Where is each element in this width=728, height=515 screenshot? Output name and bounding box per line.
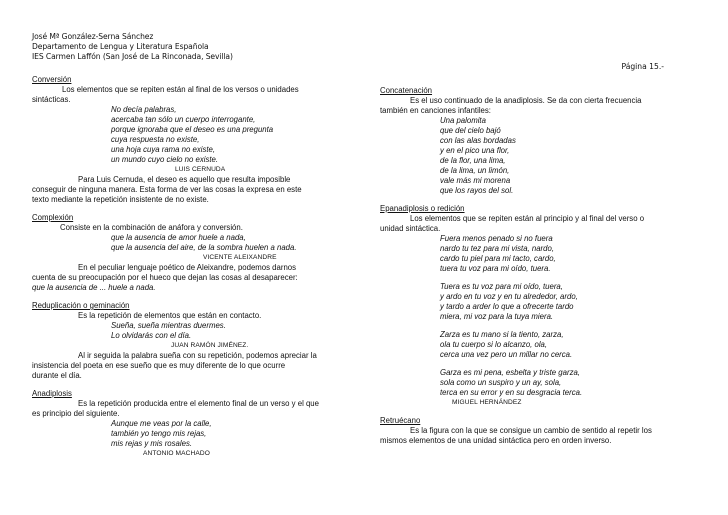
poem-line: que los rayos del sol. [440,186,514,195]
poem-author: ANTONIO MACHADO [143,450,210,457]
poem-line: terca en su error y en su desgracia terca. [440,388,583,397]
poem-line: tuera tu voz para mi oído, tuera. [440,264,551,273]
poem-line: un mundo cuyo cielo no existe. [111,155,219,164]
anadiplosis-poem [32,419,350,459]
poem-line: que la ausencia de amor huele a nada, [111,233,246,242]
reduplicacion-comment: durante el día. [32,371,82,380]
poem-line: vale más mi morena [440,176,511,185]
poem-line: y ardo en tu voz y en tu alrededor, ardo, [440,292,578,301]
anadiplosis-intro-cont: es principio del siguiente. [32,409,120,418]
complexion-comment: En el peculiar lenguaje poético de Aleixandre, podemos darnos [78,263,297,272]
page-number: Página 15.- [621,62,664,71]
poem-line: cuya respuesta no existe, [111,135,200,144]
epanadiplosis-intro: Los elementos que se repiten están al principio y al final del verso o [410,214,645,223]
epanadiplosis-intro-cont: unidad sintáctica. [380,224,441,233]
poem-line: porque ignoraba que el deseo es una pregunta [111,125,274,134]
section-title-retruecano: Retruécano [380,416,421,425]
poem-line: Aunque me veas por la calle, [111,419,212,428]
poem-author: LUIS CERNUDA [175,166,226,173]
poem-line: acercaba tan sólo un cuerpo interrogante, [111,115,256,124]
poem-line: Fuera menos penado si no fuera [440,234,553,243]
poem-line: que del cielo bajó [440,126,501,135]
conversion-intro-cont: sintácticas. [32,95,71,104]
section-title-conversion: Conversión [32,75,72,84]
poem-line: Zarza es tu mano si la tiento, zarza, [440,330,564,339]
reduplicacion-poem [32,321,350,351]
concatenacion-intro-cont: también en canciones infantiles: [380,106,491,115]
complexion-comment: que la ausencia de ... huele a nada. [32,283,156,292]
concatenacion-intro: Es el uso continuado de la anadiplosis. Se da con cierta frecuencia [410,96,642,105]
poem-author: VICENTE ALEIXANDRE [203,254,277,261]
poem-line: y en el pico una flor, [440,146,510,155]
complexion-poem [32,233,350,263]
poem-author: MIGUEL HERNÁNDEZ [452,399,522,406]
poem-line: cardo tu piel para mi tacto, cardo, [440,254,556,263]
poem-line: ola tu cuerpo si lo alcanzo, ola, [440,340,548,349]
poem-line: una hoja cuya rama no existe, [111,145,216,154]
section-title-complexion: Complexión [32,213,74,222]
complexion-comment: cuenta de su preocupación por el hueco que dejan las cosas al desaparecer: [32,273,298,282]
poem-line: miera, mi voz para la tuya miera. [440,312,554,321]
poem-line: No decía palabras, [111,105,177,114]
poem-line: nardo tu tez para mi vista, nardo, [440,244,554,253]
poem-line: también yo tengo mis rejas, [111,429,207,438]
poem-line: Sueña, sueña mientras duermes. [111,321,226,330]
poem-line: Una palomita [440,116,486,125]
complexion-intro: Consiste en la combinación de anáfora y conversión. [60,223,243,232]
conversion-comment: conseguir de ninguna manera. Esta forma de ver las cosas la expresa en este [32,185,302,194]
poem-line: mis rejas y mis rosales. [111,439,193,448]
poem-line: Garza es mi pena, esbelta y triste garza, [440,368,580,377]
conversion-comment: Para Luis Cernuda, el deseo es aquello que resulta imposible [78,175,291,184]
reduplicacion-comment: insistencia del poeta en ese sueño que es muy diferente de lo que ocurre [32,361,286,370]
left-column [32,75,350,459]
poem-line: de la lima, un limón, [440,166,510,175]
section-title-anadiplosis: Anadiplosis [32,389,72,398]
retruecano-intro-cont: mismos elementos de una unidad sintáctica pero en orden inverso. [380,436,612,445]
retruecano-intro: Es la figura con la que se consigue un cambio de sentido al repetir los [410,426,652,435]
conversion-intro: Los elementos que se repiten están al final de los versos o unidades [62,85,299,94]
epanadiplosis-poem [380,234,698,408]
poem-line: y tardo a arder lo que a ofrecerte tardo [440,302,574,311]
poem-line: que la ausencia del aire, de la sombra huelen a nada. [111,243,297,252]
poem-line: cerca una vez pero un millar no cerca. [440,350,573,359]
section-title-concatenacion: Concatenación [380,86,433,95]
poem-line: de la flor, una lima, [440,156,506,165]
poem-line: Lo olvidarás con el día. [111,331,192,340]
poem-line: con las alas bordadas [440,136,516,145]
section-title-reduplicacion: Reduplicación o geminación [32,301,130,310]
concatenacion-poem [380,116,698,196]
conversion-poem [32,105,350,175]
anadiplosis-intro: Es la repetición producida entre el elemento final de un verso y el que [78,399,319,408]
header-school: IES Carmen Laffón (San José de La Rinconada, Sevilla) [32,52,233,61]
conversion-comment: texto mediante la repetición insistente de no existe. [32,195,209,204]
poem-line: sola como un suspiro y un ay, sola, [440,378,562,387]
right-column [380,86,698,446]
section-title-epanadiplosis: Epanadiplosis o redición [380,204,465,213]
poem-author: JUAN RAMÓN JIMÉNEZ. [171,342,249,349]
header-author: José Mª González-Serna Sánchez [32,32,154,41]
reduplicacion-comment: Al ir seguida la palabra sueña con su repetición, podemos apreciar la [78,351,317,360]
header-department: Departamento de Lengua y Literatura Española [32,42,209,51]
poem-line: Tuera es tu voz para mi oído, tuera, [440,282,563,291]
reduplicacion-intro: Es la repetición de elementos que están en contacto. [78,311,262,320]
